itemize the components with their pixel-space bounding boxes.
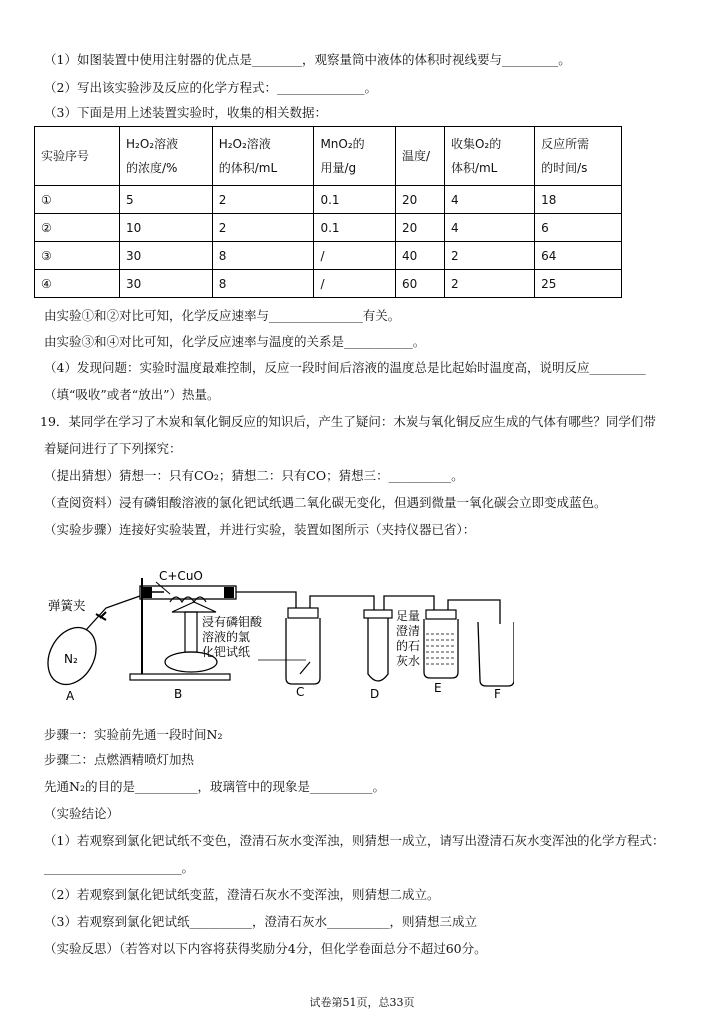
table-cell: 60 — [395, 270, 444, 298]
table-cell: 30 — [120, 242, 213, 270]
beaker-f — [478, 622, 514, 686]
reference-line: （查阅资料）浸有磷钼酸溶液的氯化钯试纸遇二氧化碳无变化，但遇到微量一氧化碳会立即变成蓝色。 — [44, 495, 607, 510]
lime-water — [426, 634, 456, 664]
q19-intro-cont: 着疑问进行了下列探究： — [44, 441, 182, 456]
paper-label-3: 化钯试纸 — [202, 645, 251, 659]
table-cell: 20 — [395, 186, 444, 214]
table-cell: 8 — [212, 242, 314, 270]
test-paper — [300, 662, 310, 674]
header-cell: 反应所需 的时间/s — [535, 127, 622, 186]
table-cell: / — [314, 242, 396, 270]
table-cell: ① — [35, 186, 120, 214]
paper-label-1: 浸有磷钼酸 — [202, 615, 263, 629]
label-d: D — [370, 687, 380, 701]
reflection-line: （实验反思）（若答对以下内容将获得奖励分4分，但化学卷面总分不超过60分。 — [44, 941, 487, 956]
header-cell: 收集O₂的 体积/mL — [444, 127, 534, 186]
table-cell: / — [314, 270, 396, 298]
label-b: B — [174, 687, 183, 701]
table-cell: 0.1 — [314, 214, 396, 242]
q1-line: （1）如图装置中使用注射器的优点是________，观察量筒中液体的体积时视线要与_________。 — [44, 52, 571, 67]
label-e: E — [434, 681, 442, 695]
result-3: （3）若观察到氯化钯试纸__________，澄清石灰水__________，则猜想三成立 — [44, 914, 477, 929]
apparatus-figure — [44, 556, 514, 706]
n2-label: N₂ — [64, 652, 78, 666]
table-cell: 2 — [444, 270, 534, 298]
q19-intro: 19．某同学在学习了木炭和氧化铜反应的知识后，产生了疑问：木炭与氧化铜反应生成的气体有哪些？同学们带 — [40, 414, 656, 429]
table-cell: 2 — [212, 214, 314, 242]
table-cell: ③ — [35, 242, 120, 270]
steps-line: （实验步骤）连接好实验装置，并进行实验，装置如图所示（夹持仪器已省）： — [44, 522, 476, 537]
table-header-row — [35, 127, 622, 186]
page-footer: 试卷第51页，总33页 — [309, 996, 415, 1009]
table-row — [35, 242, 622, 270]
q2-line: （2）写出该实验涉及反应的化学方程式：______________。 — [44, 80, 377, 95]
result-1-blank: ______________________。 — [44, 860, 195, 875]
header-cell: H₂O₂溶液 的浓度/% — [120, 127, 213, 186]
stopper — [224, 587, 234, 598]
table-cell: 4 — [444, 214, 534, 242]
lime-label-4: 灰水 — [396, 654, 421, 668]
q3-line: （3）下面是用上述装置实验时，收集的相关数据： — [44, 105, 327, 120]
bottle-e-stopper — [426, 610, 456, 619]
connector-tube — [86, 596, 140, 630]
header-cell: 温度/ — [395, 127, 444, 186]
tube-d-stopper — [364, 610, 392, 618]
label-a: A — [66, 689, 75, 703]
table-row — [35, 186, 622, 214]
stopper — [142, 587, 152, 598]
q4-line-cont: （填“吸收”或者“放出”）热量。 — [44, 387, 220, 402]
q4-line: （4）发现问题：实验时温度最难控制，反应一段时间后溶液的温度总是比起始时温度高，说明反应_________ — [44, 360, 646, 375]
table-cell: 25 — [535, 270, 622, 298]
table-cell: 40 — [395, 242, 444, 270]
result-2: （2）若观察到氯化钯试纸变蓝，澄清石灰水不变浑浊，则猜想二成立。 — [44, 887, 440, 902]
lamp-cover — [172, 602, 216, 612]
table-cell: 5 — [120, 186, 213, 214]
stand-base — [130, 674, 230, 680]
conclusion-heading: （实验结论） — [44, 806, 120, 821]
table-cell: 2 — [212, 186, 314, 214]
table-cell: 6 — [535, 214, 622, 242]
conclusion-1: 由实验①和②对比可知，化学反应速率与_______________有关。 — [44, 308, 401, 323]
table-cell: 30 — [120, 270, 213, 298]
table-cell: 20 — [395, 214, 444, 242]
table-cell: ④ — [35, 270, 120, 298]
label-c: C — [296, 685, 305, 699]
connector-tube — [384, 596, 434, 610]
table-cell: 18 — [535, 186, 622, 214]
lime-label-2: 澄清 — [396, 624, 421, 638]
test-tube-d — [368, 618, 388, 681]
paper-label-2: 溶液的氯 — [202, 630, 251, 644]
table-cell: 2 — [444, 242, 534, 270]
clip-label: 弹簧夹 — [48, 598, 86, 613]
lime-label-3: 的石 — [396, 639, 421, 653]
table-cell: ② — [35, 214, 120, 242]
step-2: 步骤二：点燃酒精喷灯加热 — [44, 752, 195, 767]
connector-tube — [236, 592, 296, 608]
table-cell: 8 — [212, 270, 314, 298]
hypothesis-line: （提出猜想）猜想一：只有CO₂；猜想二：只有CO；猜想三：__________。 — [44, 468, 464, 483]
table-row — [35, 270, 622, 298]
table-cell: 4 — [444, 186, 534, 214]
lime-label-1: 足量 — [396, 609, 421, 623]
table-cell: 64 — [535, 242, 622, 270]
bottle-e — [424, 619, 458, 678]
step-1: 步骤一：实验前先通一段时间N₂ — [44, 727, 223, 742]
table-cell: 0.1 — [314, 186, 396, 214]
table-cell: 10 — [120, 214, 213, 242]
label-f: F — [494, 687, 501, 701]
header-cell: MnO₂的 用量/g — [314, 127, 396, 186]
connector-tube — [310, 596, 374, 610]
bottle-c-stopper — [288, 608, 318, 618]
header-cell: H₂O₂溶液 的体积/mL — [212, 127, 314, 186]
lamp-stem — [185, 612, 197, 652]
header-cell: 实验序号 — [35, 127, 120, 186]
purpose-line: 先通N₂的目的是__________，玻璃管中的现象是__________。 — [44, 779, 385, 794]
result-1: （1）若观察到氯化钯试纸不变色，澄清石灰水变浑浊，则猜想一成立，请写出澄清石灰水变浑浊的化学方程式： — [44, 833, 665, 848]
bottle-c — [286, 618, 320, 684]
table-row — [35, 214, 622, 242]
reagent-label: C+CuO — [159, 569, 203, 583]
data-table — [34, 126, 622, 298]
conclusion-2: 由实验③和④对比可知，化学反应速率与温度的关系是___________。 — [44, 334, 426, 349]
